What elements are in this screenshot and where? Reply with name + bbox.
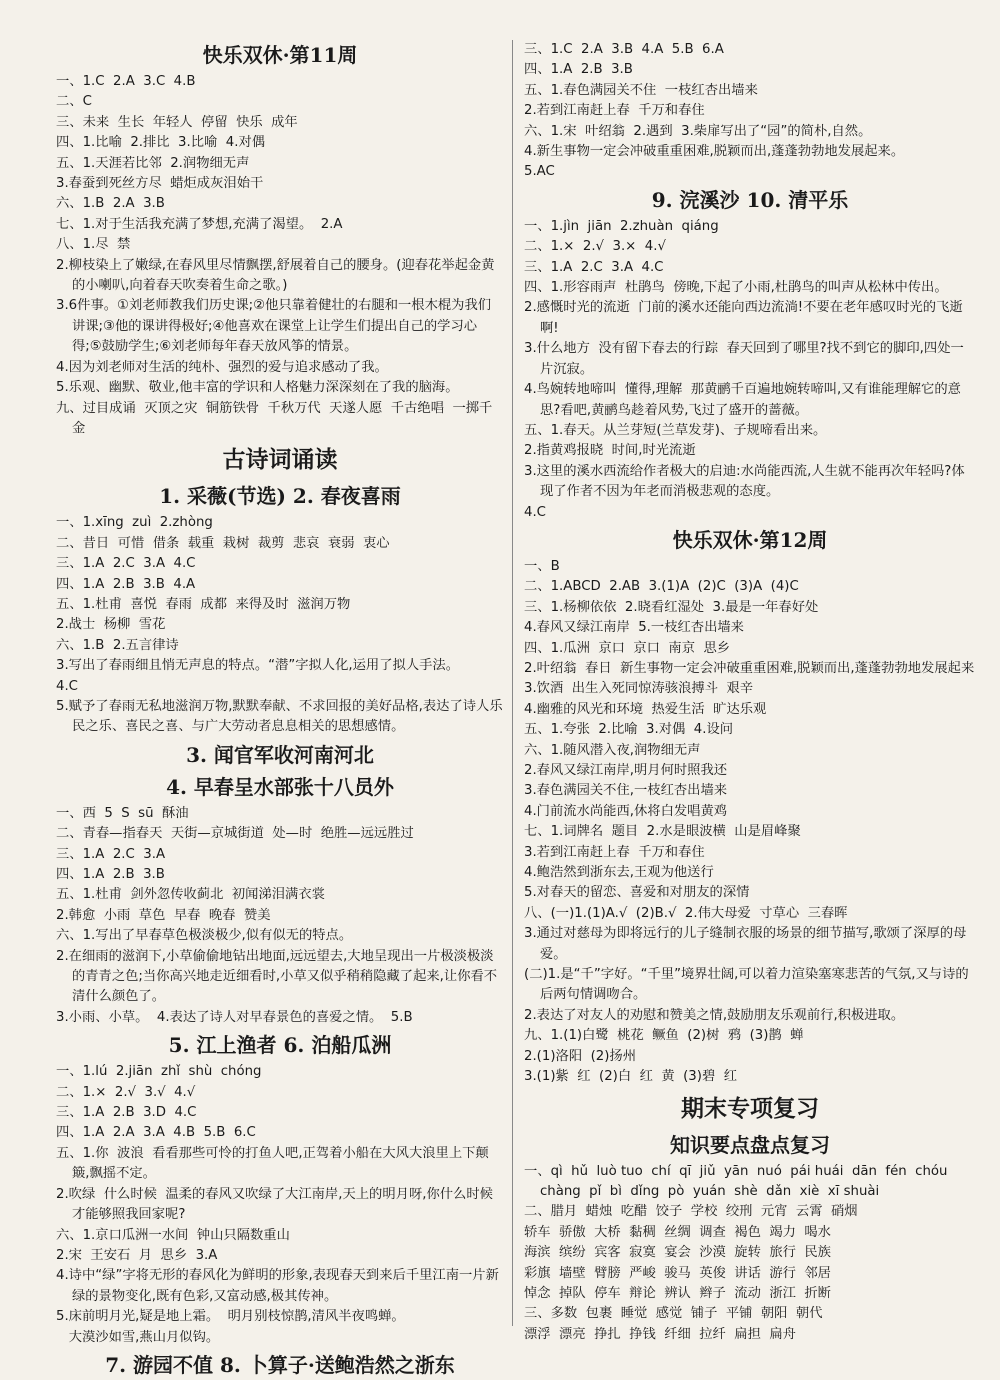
answer-line: 八、(一)1.(1)A.√ (2)B.√ 2.伟大母爱 寸草心 三春晖	[524, 905, 848, 921]
answer-line: 六、1.宋 叶绍翁 2.遇到 3.柴扉写出了“园”的简朴,自然。	[524, 123, 872, 139]
answer-line: 4.C	[56, 678, 78, 694]
column-divider	[512, 40, 513, 1326]
answer-line: 一、1.xīng zuì 2.zhòng	[56, 515, 213, 531]
answer-line: 4.幽雅的风光和环境 热爱生活 旷达乐观	[524, 701, 767, 717]
answer-line: 4.新生事物一定会冲破重重困难,脱颖而出,蓬蓬勃勃地发展起来。	[524, 144, 905, 160]
answer-line: 5.床前明月光,疑是地上霜。 明月别枝惊鹊,清风半夜鸣蝉。	[56, 1309, 405, 1325]
section-title: 知识要点盘点复习	[670, 1132, 830, 1157]
answer-line: 5.对春天的留恋、喜爱和对朋友的深情	[524, 885, 750, 901]
answer-line: 2.柳枝染上了嫩绿,在春风里尽情飘摆,舒展着自己的腰身。(迎春花举起金黄的小喇叭,向着春天吹奏着生命之歌。)	[56, 257, 495, 294]
answer-line: 4.因为刘老师对生活的纯朴、强烈的爱与追求感动了我。	[56, 359, 388, 375]
answer-line: 四、1.瓜洲 京口 京口 南京 思乡	[524, 640, 731, 656]
answer-line: 四、1.比喻 2.排比 3.比喻 4.对偶	[56, 135, 266, 151]
answer-line: 一、B	[524, 558, 560, 574]
answer-line: 六、1.B 2.五言律诗	[56, 637, 179, 653]
answer-line: 3.春蚕到死丝方尽 蜡炬成灰泪始干	[56, 176, 264, 192]
answer-line: 3.通过对慈母为即将远行的儿子缝制衣服的场景的细节描写,歌颂了深厚的母爱。	[524, 926, 967, 962]
answer-line: 2.宋 王安石 月 思乡 3.A	[56, 1247, 218, 1263]
answer-line: 彩旗 墙壁 臂膀 严峻 骏马 英俊 讲话 游行 邻居	[524, 1265, 831, 1281]
answer-line: 二、昔日 可惜 借条 载重 栽树 裁剪 悲哀 衰弱 衷心	[56, 535, 390, 551]
section-title: 7. 游园不值 8. 卜算子·送鲍浩然之浙东	[105, 1352, 455, 1377]
answer-line: 4.鸟婉转地啼叫 懂得,理解 那黄鹂千百遍地婉转啼叫,又有谁能理解它的意思?看吧,黄鹂鸟趁着风势,飞过了盛开的蔷薇。	[524, 382, 961, 418]
answer-line: 3.春色满园关不住,一枝红杏出墙来	[524, 783, 728, 799]
answer-line: 二、1.× 2.√ 3.× 4.√	[524, 239, 666, 255]
answer-line: 五、1.你 波浪 看看那些可怜的打鱼人吧,正驾着小船在大风大浪里上下颠簸,飘摇不定。	[56, 1145, 489, 1182]
answer-line: 四、1.A 2.B 3.B	[56, 867, 165, 882]
answer-line: 四、1.A 2.B 3.B	[524, 62, 633, 78]
answer-line: 七、1.词牌名 题目 2.水是眼波横 山是眉峰聚	[524, 824, 801, 840]
section-title: 3. 闻官军收河南河北	[186, 742, 374, 767]
answer-line: 2.叶绍翁 春日 新生事物一定会冲破重重困难,脱颖而出,蓬蓬勃勃地发展起来	[524, 660, 975, 676]
answer-line: 海滨 缤纷 宾客 寂寞 宴会 沙漠 旋转 旅行 民族	[524, 1245, 831, 1261]
answer-line: 三、1.A 2.C 3.A 4.C	[524, 259, 664, 275]
answer-line: 一、1.lú 2.jiān zhǐ shù chóng	[56, 1064, 262, 1080]
answer-line: 五、1.春色满园关不住 一枝红杏出墙来	[524, 82, 758, 98]
answer-line: 四、1.形容雨声 杜鹃鸟 傍晚,下起了小雨,杜鹃鸟的叫声从松林中传出。	[524, 280, 948, 296]
answer-line: 3.什么地方 没有留下春去的行踪 春天回到了哪里?找不到它的脚印,四处一片沉寂。	[524, 341, 964, 377]
answer-line: 二、青春—指春天 天街—京城街道 处—时 绝胜—远远胜过	[56, 826, 414, 842]
answer-line: 二、腊月 蜡烛 吃醋 饺子 学校 绞刑 元宵 云霄 硝烟	[524, 1204, 858, 1220]
answer-line: 2.战士 杨柳 雪花	[56, 617, 166, 633]
answer-line: 悼念 掉队 停车 辩论 辨认 辫子 流动 浙江 折断	[524, 1285, 831, 1301]
answer-line: 九、1.(1)白鹭 桃花 鳜鱼 (2)树 鸦 (3)鹊 蝉	[524, 1028, 804, 1044]
answer-line: 六、1.随风潜入夜,润物细无声	[524, 742, 701, 758]
answer-line: 七、1.对于生活我充满了梦想,充满了渴望。 2.A	[56, 216, 343, 232]
section-title: 9. 浣溪沙 10. 清平乐	[651, 187, 849, 212]
answer-line: 一、qì hǔ luò tuo chí qī jiǔ yān nuó pái huái dān fén chóu chàng pǐ bì dǐng pò yuán shè dǎn xiè xī shuài	[524, 1163, 952, 1199]
answer-line: 六、1.B 2.A 3.B	[56, 196, 165, 212]
answer-line: 2.在细雨的滋润下,小草偷偷地钻出地面,远远望去,大地呈现出一片极淡极淡的青青之色;当你高兴地走近细看时,小草又似乎稍稍隐藏了起来,让你看不清什么颜色了。	[56, 948, 498, 1005]
answer-line: 二、1.× 2.√ 3.√ 4.√	[56, 1084, 196, 1100]
answer-line: 3.(1)紫 红 (2)白 红 黄 (3)碧 红	[524, 1069, 737, 1085]
chapter-title: 期末专项复习	[681, 1094, 819, 1122]
right-column	[524, 40, 976, 1342]
answer-line: 九、过目成诵 灭顶之灾 铜筋铁骨 千秋万代 天遂人愿 千古绝唱 一掷千金	[56, 400, 493, 436]
answer-line: 五、1.天涯若比邻 2.润物细无声	[56, 155, 250, 171]
answer-line: 大漠沙如雪,燕山月似钩。	[56, 1329, 220, 1345]
answer-line: 二、1.ABCD 2.AB 3.(1)A (2)C (3)A (4)C	[524, 579, 799, 595]
answer-line: 4.C	[524, 504, 546, 520]
answer-line: 五、1.夸张 2.比喻 3.对偶 4.设问	[524, 722, 734, 738]
section-title: 快乐双休·第12周	[672, 527, 828, 552]
answer-line: 2.感慨时光的流逝 门前的溪水还能向西边流淌!不要在老年感叹时光的飞逝啊!	[524, 300, 963, 336]
answer-line: 漂浮 漂亮 挣扎 挣钱 纤细 拉纤 扁担 扁舟	[524, 1326, 796, 1342]
answer-line: 三、1.A 2.C 3.A 4.C	[56, 556, 196, 572]
answer-line: 5.AC	[524, 164, 555, 180]
answer-line: 三、1.杨柳依依 2.晓看红湿处 3.最是一年春好处	[524, 599, 819, 615]
answer-line: 2.韩愈 小雨 草色 早春 晚春 赞美	[56, 907, 271, 923]
answer-line: 三、未来 生长 年轻人 停留 快乐 成年	[56, 114, 298, 130]
answer-line: 3.若到江南赶上春 千万和春住	[524, 844, 705, 860]
answer-line: 2.指黄鸡报晓 时间,时光流逝	[524, 443, 696, 459]
section-title: 5. 江上渔者 6. 泊船瓜洲	[168, 1033, 392, 1058]
answer-line: 八、1.尽 禁	[56, 237, 131, 253]
answer-line: 三、1.A 2.B 3.D 4.C	[56, 1105, 197, 1121]
answer-line: 六、1.京口瓜洲一水间 钟山只隔数重山	[56, 1227, 290, 1243]
answer-line: 4.门前流水尚能西,休将白发唱黄鸡	[524, 803, 728, 819]
answer-line: 五、1.春天。从兰芽短(兰草发芽)、子规啼看出来。	[524, 422, 827, 438]
answer-line: 2.吹绿 什么时候 温柔的春风又吹绿了大江南岸,天上的明月呀,你什么时候才能够照我回家呢?	[56, 1186, 493, 1223]
answer-line: 一、1.C 2.A 3.C 4.B	[56, 74, 196, 89]
answer-line: 2.春风又绿江南岸,明月何时照我还	[524, 763, 728, 778]
answer-line: 二、C	[56, 94, 92, 110]
answer-line: 2.表达了对友人的劝慰和赞美之情,鼓励朋友乐观前行,积极进取。	[524, 1007, 905, 1023]
answer-line: 3.饮酒 出生入死同惊涛骇浪搏斗 艰辛	[524, 681, 754, 697]
answer-line: 四、1.A 2.B 3.B 4.A	[56, 576, 196, 592]
answer-line: 三、1.A 2.C 3.A	[56, 846, 166, 862]
answer-line: 2.若到江南赶上春 千万和春住	[524, 103, 705, 119]
answer-line: 一、西 5 S sū 酥油	[56, 805, 189, 821]
answer-line: 3.写出了春雨细且悄无声息的特点。“潜”字拟人化,运用了拟人手法。	[56, 658, 460, 674]
answer-line: 轿车 骄傲 大桥 黏稠 丝绸 调查 褐色 竭力 喝水	[524, 1224, 831, 1240]
answer-line: 3.6件事。①刘老师教我们历史课;②他只靠着健壮的右腿和一根木棍为我们讲课;③他的课讲得极好;④他喜欢在课堂上让学生们提出自己的学习心得;⑤鼓励学生;⑥刘老师每年春天放风筝的情景。	[56, 298, 492, 355]
answer-line: 五、1.杜甫 喜悦 春雨 成都 来得及时 滋润万物	[56, 596, 351, 612]
answer-line: 4.春风又绿江南岸 5.一枝红杏出墙来	[524, 620, 744, 636]
answer-line: 三、多数 包裹 睡觉 感觉 铺子 平铺 朝阳 朝代	[524, 1306, 823, 1322]
answer-line: 4.鲍浩然到浙东去,王观为他送行	[524, 865, 714, 881]
answer-line: 4.诗中“绿”字将无形的春风化为鲜明的形象,表现春天到来后千里江南一片新绿的景物变化,既有色彩,又富动感,极其传神。	[56, 1268, 499, 1304]
chapter-title: 古诗词诵读	[222, 446, 338, 474]
section-title: 1. 采薇(节选) 2. 春夜喜雨	[159, 484, 401, 509]
answer-line: 五、1.杜甫 剑外忽传收蓟北 初闻涕泪满衣裳	[56, 887, 325, 903]
section-title: 4. 早春呈水部张十八员外	[166, 774, 394, 799]
answer-line: 3.这里的溪水西流给作者极大的启迪:水尚能西流,人生就不能再次年轻吗?体现了作者不因为年老而消极悲观的态度。	[524, 463, 965, 500]
answer-line: 四、1.A 2.A 3.A 4.B 5.B 6.C	[56, 1125, 256, 1141]
answer-line: 一、1.jìn jiān 2.zhuàn qiáng	[524, 218, 719, 234]
answer-line: 三、1.C 2.A 3.B 4.A 5.B 6.A	[524, 42, 724, 57]
answer-line: (二)1.是“千”字好。“千里”境界壮阔,可以着力渲染塞寒悲苦的气氛,又与诗的后两句情调吻合。	[524, 967, 969, 1003]
answer-line: 2.(1)洛阳 (2)扬州	[524, 1048, 636, 1064]
left-column	[56, 38, 504, 1377]
section-title: 快乐双休·第11周	[202, 43, 358, 67]
answer-line: 3.小雨、小草。 4.表达了诗人对早春景色的喜爱之情。 5.B	[56, 1009, 413, 1025]
answer-line: 5.赋予了春雨无私地滋润万物,默默奉献、不求回报的美好品格,表达了诗人乐民之乐、喜民之喜、与广大劳动者息息相关的思想感情。	[56, 698, 503, 735]
answer-line: 5.乐观、幽默、敬业,他丰富的学识和人格魅力深深刻在了我的脑海。	[56, 380, 459, 396]
answer-line: 六、1.写出了早春草色极淡极少,似有似无的特点。	[56, 928, 353, 944]
